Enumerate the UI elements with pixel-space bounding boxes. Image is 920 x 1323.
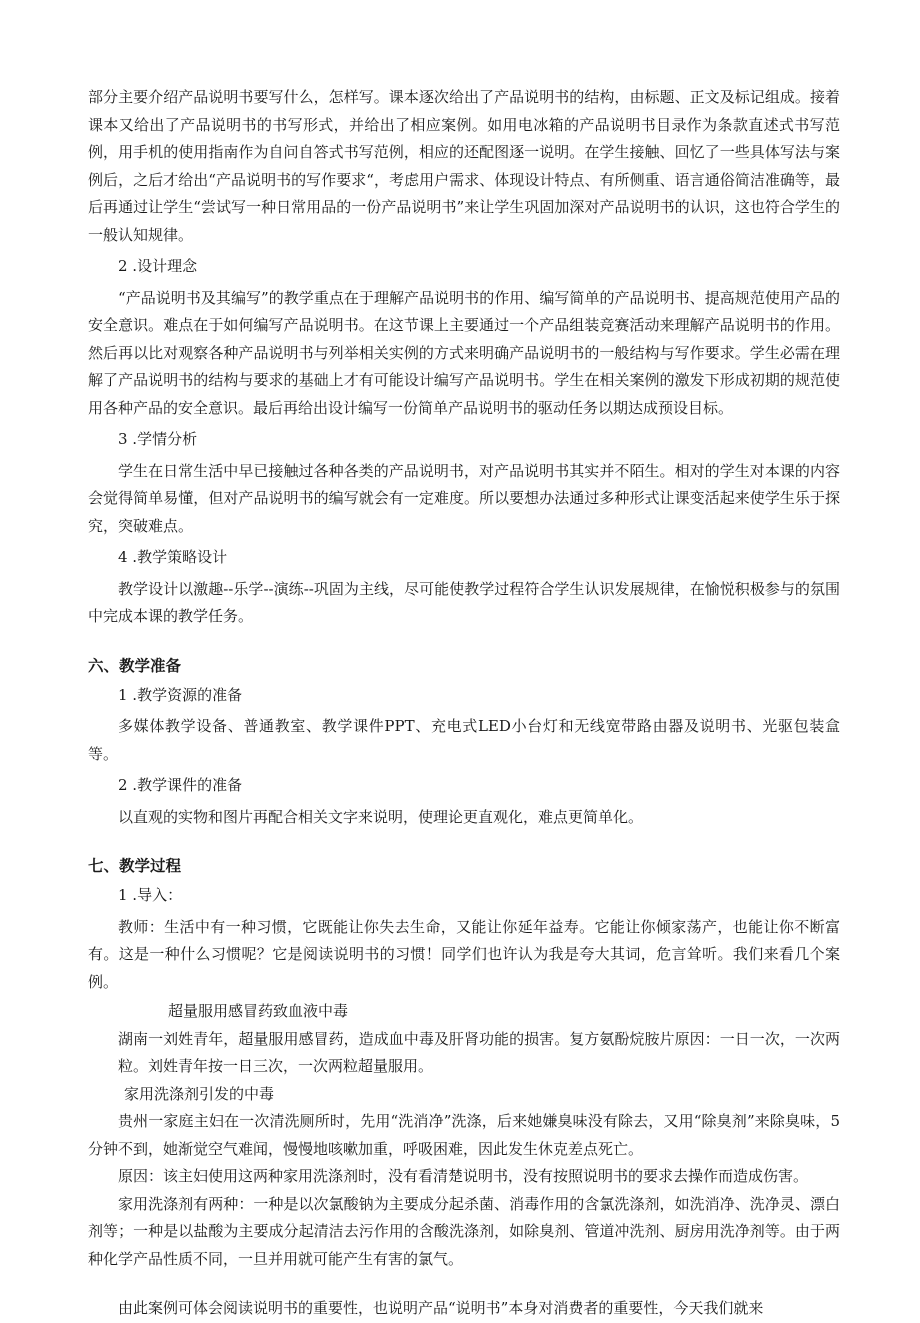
chapter-title-preparation: 六、教学准备 [88,656,182,675]
teaching-strategy-paragraph: 教学设计以激趣--乐学--演练--巩固为主线，尽可能使教学过程符合学生认识发展规律，在愉悦积极参与的氛围中完成本课的教学任务。 [88,579,840,625]
case1-body: 湖南一刘姓青年，超量服用感冒药，造成血中毒及肝肾功能的损害。复方氨酚烷胺片原因：一日一次，一次两粒。刘姓青年按一日三次，一次两粒超量服用。 [118,1029,840,1075]
section-heading-resources: 1 .教学资源的准备 [118,685,243,704]
introduction-paragraph: 教师：生活中有一种习惯，它既能让你失去生命，又能让你延年益寿。它能让你倾家荡产，也能让你不断富有。这是一种什么习惯呢？它是阅读说明书的习惯！同学们也许认为我是夸大其词，危言耸听。我们来看几个案例。 [88,917,840,991]
section-heading-learner-analysis: 3 .学情分析 [118,430,198,448]
section-heading-design-concept: 2 .设计理念 [118,257,198,275]
courseware-paragraph: 以直观的实物和图片再配合相关文字来说明，使理论更直观化，难点更简单化。 [118,807,644,826]
section-heading-introduction: 1 .导入： [118,886,183,904]
case2-paragraph: 贵州一家庭主妇在一次清洗厕所时，先用“洗消净”洗涤，后来她嫌臭味没有除去，又用“除臭剂”来除臭味，5分钟不到，她渐觉空气难闻，慢慢地咳嗽加重，呼吸困难，因此发生休克差点死亡。 [88,1112,840,1158]
chapter-title-process: 七、教学过程 [88,857,182,875]
case2-explanation: 家用洗涤剂有两种：一种是以次氯酸钠为主要成分起杀菌、消毒作用的含氯洗涤剂，如洗消净、洗净灵、漂白剂等；一种是以盐酸为主要成分起清洁去污作用的含酸洗涤剂，如除臭剂、管道冲洗剂、厨房用洗净剂等。由于两种化学产品性质不同，一旦并用就可能产生有害的氯气。 [88,1194,840,1268]
document-page [88,84,840,1323]
design-concept-paragraph: “产品说明书及其编写”的教学重点在于理解产品说明书的作用、编写简单的产品说明书、提高规范使用产品的安全意识。难点在于如何编写产品说明书。在这节课上主要通过一个产品组装竞赛活动来理解产品说明书的作用。然后再以比对观察各种产品说明书与列举相关实例的方式来明确产品说明书的一般结构与写作要求。学生必需在理解了产品说明书的结构与要求的基础上才有可能设计编写产品说明书。学生在相关案例的激发下形成初期的规范使用各种产品的安全意识。最后再给出设计编写一份简单产品说明书的驱动任务以期达成预设目标。 [88,288,840,417]
section-heading-courseware: 2 .教学课件的准备 [118,776,243,794]
section-heading-teaching-strategy: 4 .教学策略设计 [118,548,228,566]
resources-paragraph: 多媒体教学设备、普通教室、教学课件PPT、充电式LED小台灯和无线宽带路由器及说明书、光驱包装盒等。 [88,717,840,763]
case2-reason: 原因：该主妇使用这两种家用洗涤剂时，没有看清楚说明书，没有按照说明书的要求去操作而造成伤害。 [118,1167,809,1185]
learner-analysis-paragraph: 学生在日常生活中早已接触过各种各类的产品说明书，对产品说明书其实并不陌生。相对的学生对本课的内容会觉得简单易懂，但对产品说明书的编写就会有一定难度。所以要想办法通过多种形式让课变活起来使学生乐于探究，突破难点。 [88,461,840,535]
intro-paragraph: 部分主要介绍产品说明书要写什么，怎样写。课本逐次给出了产品说明书的结构，由标题、正文及标记组成。接着课本又给出了产品说明书的书写形式，并给出了相应案例。如用电冰箱的产品说明书目录作为条款直述式书写范例，用手机的使用指南作为自问自答式书写范例，相应的还配图逐一说明。在学生接触、回忆了一些具体写法与案例后，之后才给出“产品说明书的写作要求“，考虑用户需求、体现设计特点、有所侧重、语言通俗简洁准确等，最后再通过让学生“尝试写一种日常用品的一份产品说明书”来让学生巩固加深对产品说明书的认识，这也符合学生的一般认知规律。 [88,88,840,244]
closing-paragraph: 由此案例可体会阅读说明书的重要性，也说明产品“说明书”本身对消费者的重要性，今天我们就来 [118,1299,764,1317]
case2-title: 家用洗涤剂引发的中毒 [124,1084,275,1103]
case1-title: 超量服用感冒药致血液中毒 [168,1002,349,1020]
